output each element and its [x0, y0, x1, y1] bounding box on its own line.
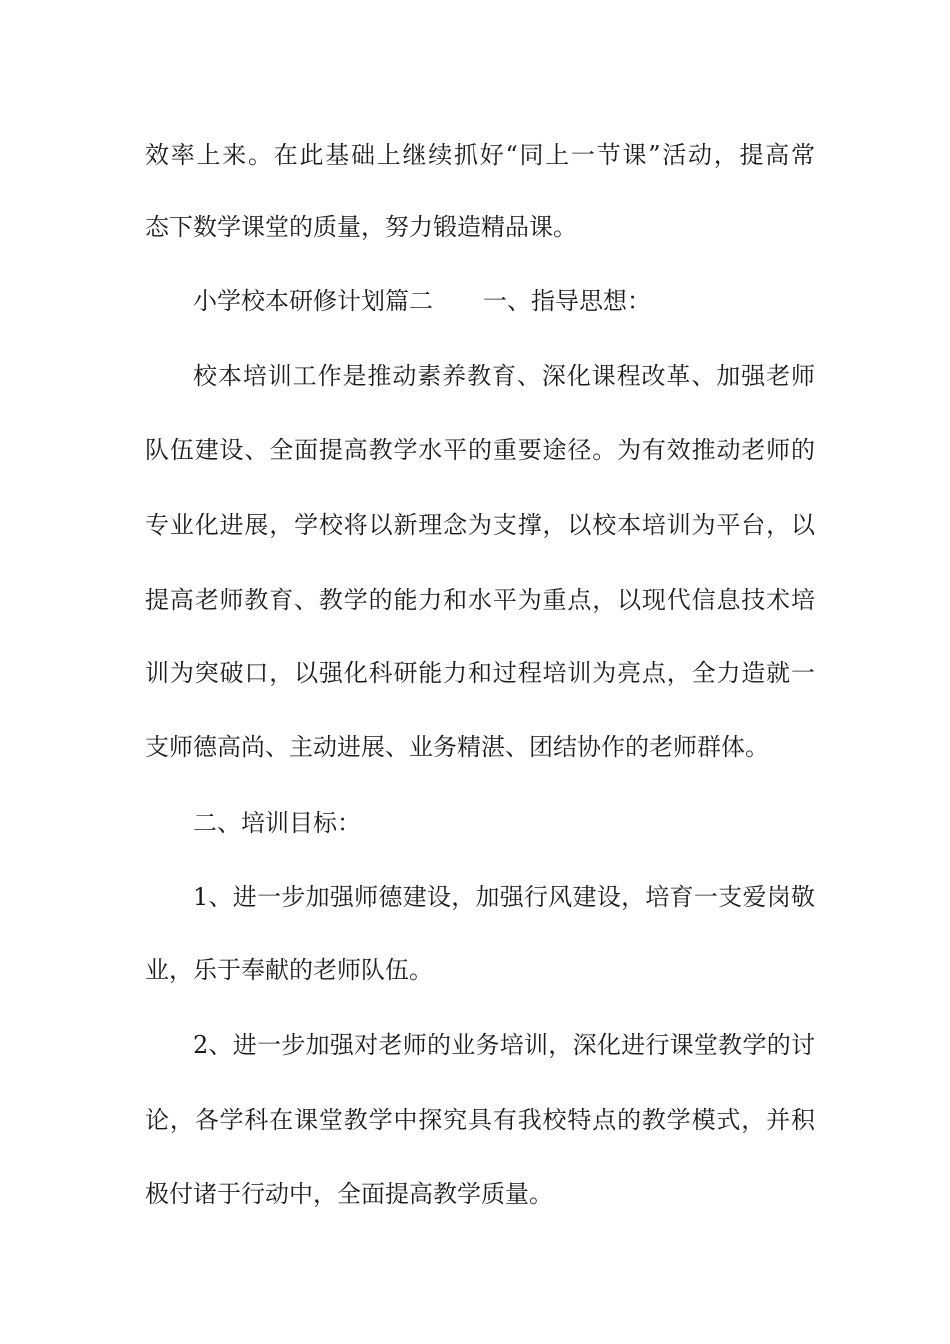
list-item: 2、进一步加强对老师的业务培训，深化进行课堂教学的讨 [193, 1031, 815, 1059]
text-line: 态下数学课堂的质量，努力锻造精品课。 [145, 213, 577, 241]
article-title: 小学校本研修计划篇二 [193, 287, 433, 315]
text-line: 支师德高尚、主动进展、业务精湛、团结协作的老师群体。 [145, 733, 769, 761]
section-heading: 二、培训目标： [193, 809, 361, 837]
list-item: 1、进一步加强师德建设，加强行风建设，培育一支爱岗敬 [193, 883, 815, 911]
text-line: 专业化进展，学校将以新理念为支撑，以校本培训为平台，以 [145, 511, 815, 539]
text-line: 论，各学科在课堂教学中探究具有我校特点的教学模式，并积 [145, 1106, 815, 1134]
text-line: 训为突破口，以强化科研能力和过程培训为亮点，全力造就一 [145, 659, 815, 687]
text-line: 业，乐于奉献的老师队伍。 [145, 956, 433, 984]
text-line: 提高老师教育、教学的能力和水平为重点，以现代信息技术培 [145, 586, 815, 614]
text-line: 队伍建设、全面提高教学水平的重要途径。为有效推动老师的 [145, 436, 815, 464]
text-line: 效率上来。在此基础上继续抓好“同上一节课”活动，提高常 [145, 141, 815, 169]
section-heading: 一、指导思想： [483, 287, 651, 315]
text-line: 校本培训工作是推动素养教育、深化课程改革、加强老师 [193, 362, 815, 390]
section-heading-line [145, 281, 815, 321]
text-line: 极付诸于行动中，全面提高教学质量。 [145, 1180, 553, 1208]
